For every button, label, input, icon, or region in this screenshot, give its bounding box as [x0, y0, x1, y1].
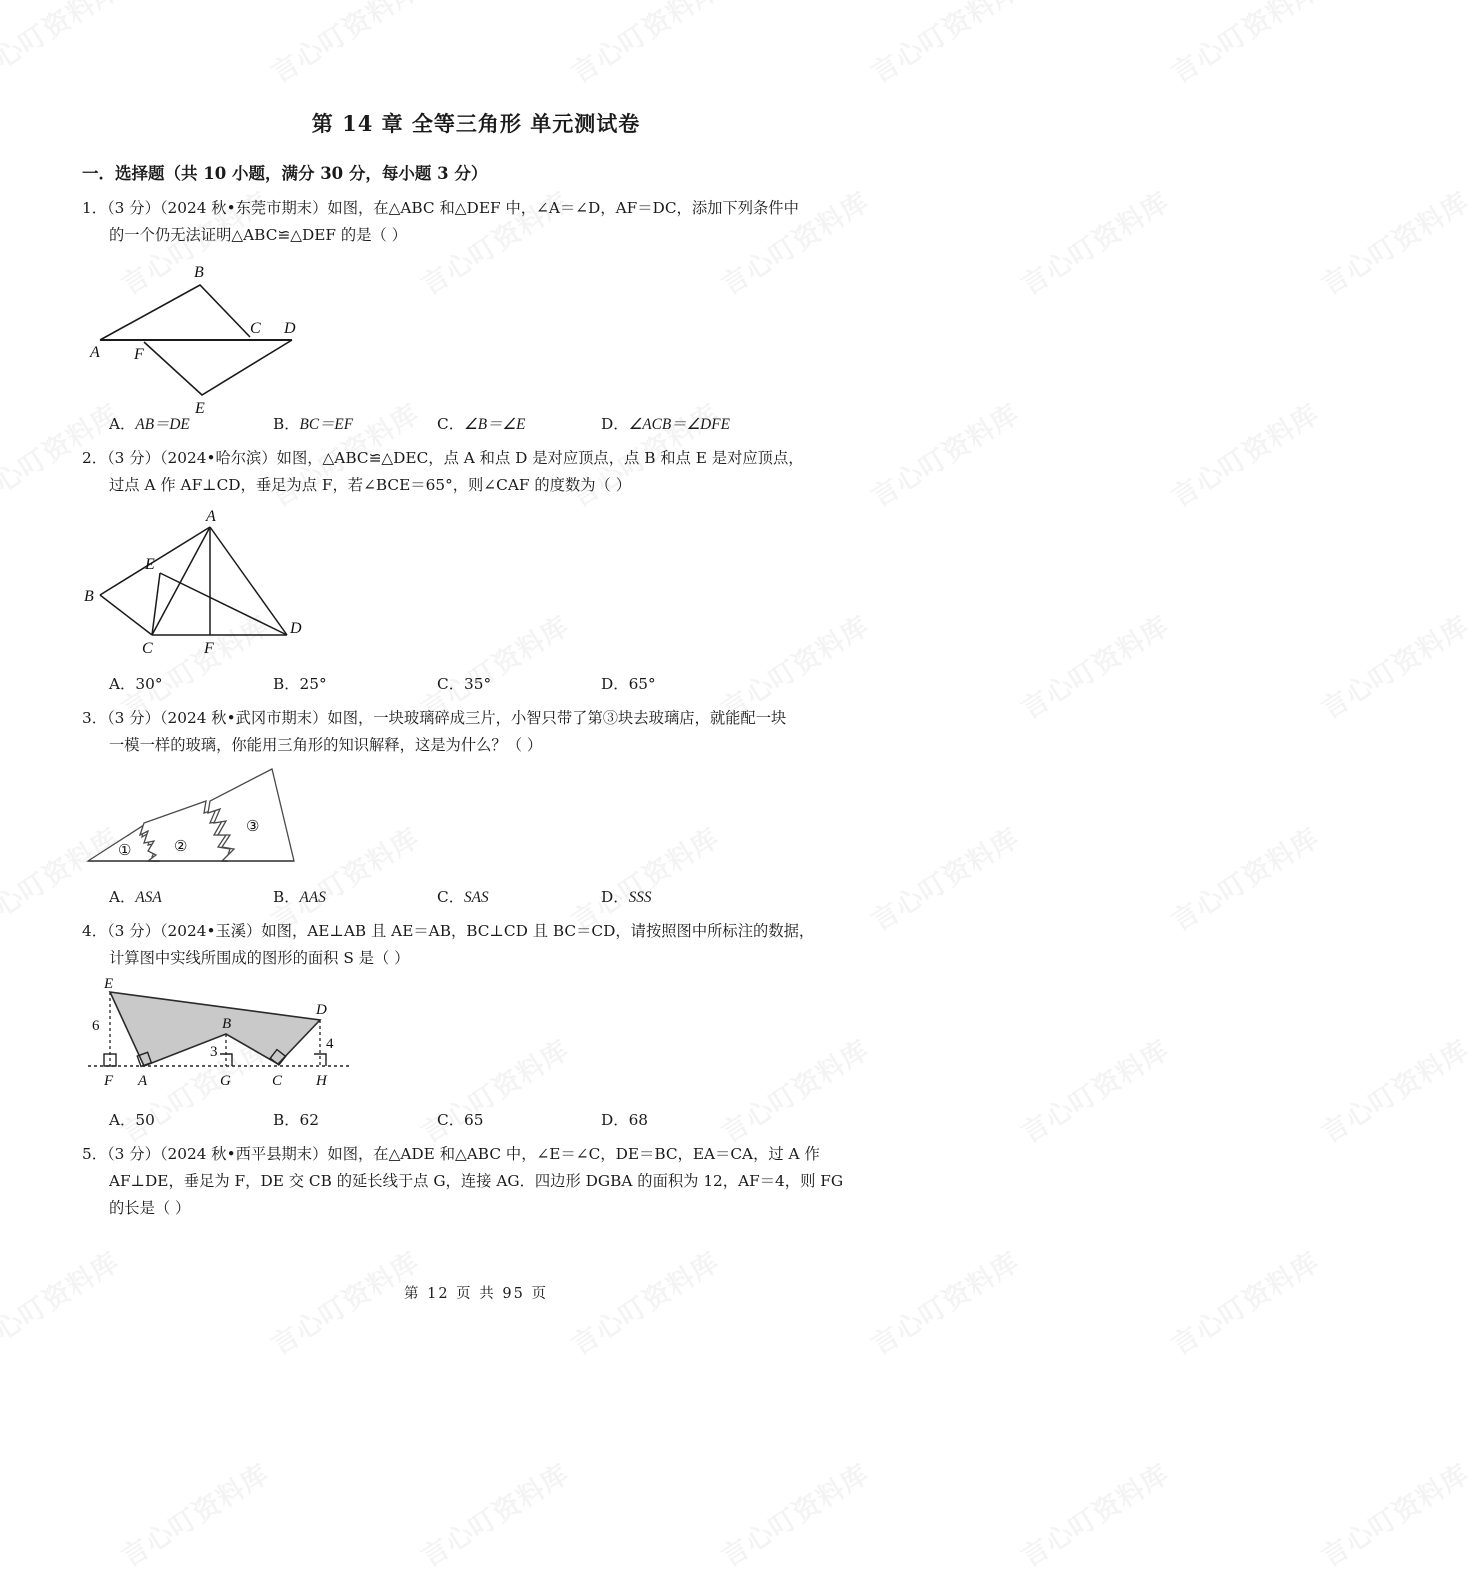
option-c-value: SAS: [464, 889, 489, 906]
figure-label-D: D: [290, 620, 302, 637]
figure-label-F: F: [134, 346, 144, 363]
option-a-value: 30°: [135, 675, 163, 693]
watermark-text: [1012, 1452, 1175, 1574]
option-a-key: A．: [109, 1111, 136, 1129]
watermark-text: [1162, 1240, 1325, 1362]
watermark-text: [412, 1452, 575, 1574]
figure-label-D: D: [284, 320, 296, 337]
option-b-value: 62: [299, 1111, 320, 1129]
option-a[interactable]: [109, 885, 273, 907]
watermark-text: [1312, 604, 1475, 726]
watermark-text: [712, 1452, 875, 1574]
option-a-key: A．: [109, 415, 136, 433]
figure-label-C: C: [250, 320, 261, 337]
option-b[interactable]: [273, 885, 437, 907]
question-3-figure: [82, 765, 870, 878]
question-1-options: [82, 412, 870, 434]
option-a-key: A．: [109, 888, 136, 906]
option-d-value: 68: [628, 1111, 649, 1129]
option-a[interactable]: [109, 412, 273, 434]
figure-label-A: A: [206, 508, 216, 525]
question-4-figure: [82, 978, 870, 1101]
option-a[interactable]: [109, 1108, 273, 1130]
watermark-text: [1012, 604, 1175, 726]
watermark-text: [1312, 1452, 1475, 1574]
question-2-figure: [82, 505, 870, 665]
question-1: [82, 195, 870, 434]
question-3-options: [82, 885, 870, 907]
figure-label-D: D: [316, 1002, 327, 1018]
option-b-key: B．: [273, 415, 300, 433]
question-5-line-1: 5．（3 分）（2024 秋•西平县期末）如图，在△ADE 和△ABC 中，∠E＝∠C，DE＝BC，EA＝CA，过 A 作: [82, 1145, 820, 1163]
option-b-value: AAS: [299, 889, 326, 906]
option-d-value: SSS: [628, 889, 652, 906]
figure-label-E: E: [145, 556, 155, 573]
option-c-key: C．: [437, 888, 465, 906]
figure-label-B: B: [84, 588, 94, 605]
option-d-value: ∠ACB＝∠DFE: [628, 416, 730, 433]
question-2-line-1: 2．（3 分）（2024•哈尔滨）如图，△ABC≌△DEC，点 A 和点 D 是对应顶点，点 B 和点 E 是对应顶点，: [82, 449, 804, 467]
option-a-value: 50: [135, 1111, 155, 1129]
glass-label-3: ③: [246, 819, 260, 835]
measure-ef: 6: [92, 1018, 100, 1034]
measure-bg: 3: [210, 1044, 218, 1060]
question-3: [82, 705, 870, 907]
option-d-key: D．: [601, 675, 629, 693]
question-2-line-2: 过点 A 作 AF⊥CD，垂足为点 F，若∠BCE＝65°，则∠CAF 的度数为（ ）: [109, 476, 631, 494]
figure-label-B: B: [222, 1016, 232, 1032]
watermark-text: [1162, 392, 1325, 514]
option-a[interactable]: [109, 672, 273, 694]
option-a-value: AB＝DE: [135, 416, 190, 433]
option-c-value: ∠B＝∠E: [464, 416, 526, 433]
option-b-value: 25°: [299, 675, 327, 693]
option-a-key: A．: [109, 675, 136, 693]
option-b[interactable]: [273, 672, 437, 694]
page-title: 第 14 章 全等三角形 单元测试卷: [311, 111, 641, 136]
question-4-line-1: 4．（3 分）（2024•玉溪）如图，AE⊥AB 且 AE＝AB，BC⊥CD 且 BC＝CD，请按照图中所标注的数据，: [82, 922, 815, 940]
question-1-figure: [82, 255, 870, 417]
option-b-value: BC＝EF: [299, 416, 354, 433]
question-5-line-2: AF⊥DE，垂足为 F，DE 交 CB 的延长线于点 G，连接 AG．四边形 DGBA 的面积为 12，AF＝4，则 FG: [109, 1172, 844, 1190]
option-d-key: D．: [601, 415, 629, 433]
figure-label-E: E: [195, 400, 205, 417]
section-heading: 一．选择题（共 10 小题，满分 30 分，每小题 3 分）: [82, 164, 488, 183]
option-c[interactable]: [437, 1108, 601, 1130]
figure-label-F: F: [204, 640, 214, 657]
question-2-options: [82, 672, 870, 694]
figure-label-B: B: [194, 264, 204, 281]
glass-label-2: ②: [174, 839, 188, 855]
question-3-line-2: 一模一样的玻璃，你能用三角形的知识解释，这是为什么？（ ）: [109, 736, 543, 754]
figure-label-E: E: [104, 976, 114, 992]
question-1-line-2: 的一个仍无法证明△ABC≌△DEF 的是（ ）: [109, 226, 407, 244]
option-d[interactable]: [601, 412, 765, 434]
question-3-line-1: 3．（3 分）（2024 秋•武冈市期末）如图，一块玻璃碎成三片，小智只带了第③块去玻璃店，就能配一块: [82, 709, 787, 727]
question-4-line-2: 计算图中实线所围成的图形的面积 S 是（ ）: [109, 949, 410, 967]
option-d-key: D．: [601, 1111, 629, 1129]
question-5: [82, 1141, 870, 1222]
figure-label-G: G: [220, 1073, 231, 1089]
watermark-text: [112, 1452, 275, 1574]
option-c[interactable]: [437, 672, 601, 694]
question-2: [82, 445, 870, 694]
watermark-text: [1012, 180, 1175, 302]
figure-label-C: C: [142, 640, 153, 657]
option-c-value: 35°: [464, 675, 492, 693]
option-b-key: B．: [273, 675, 300, 693]
figure-label-H: H: [316, 1073, 327, 1089]
option-d-value: 65°: [628, 675, 656, 693]
option-b[interactable]: [273, 412, 437, 434]
glass-label-1: ①: [118, 843, 132, 859]
option-c[interactable]: [437, 412, 601, 434]
option-c-key: C．: [437, 415, 465, 433]
option-d-key: D．: [601, 888, 629, 906]
watermark-text: [1012, 1028, 1175, 1150]
figure-label-C: C: [272, 1073, 283, 1089]
watermark-text: [1162, 0, 1325, 91]
measure-dh: 4: [326, 1036, 334, 1052]
option-b-key: B．: [273, 1111, 300, 1129]
option-a-value: ASA: [135, 889, 162, 906]
option-d[interactable]: [601, 1108, 765, 1130]
option-d[interactable]: [601, 885, 765, 907]
option-c[interactable]: [437, 885, 601, 907]
figure-label-A: A: [90, 344, 100, 361]
option-b-key: B．: [273, 888, 300, 906]
question-4: [82, 918, 870, 1130]
figure-label-A: A: [138, 1073, 148, 1089]
option-c-key: C．: [437, 1111, 465, 1129]
watermark-text: [1162, 816, 1325, 938]
option-d[interactable]: [601, 672, 765, 694]
watermark-text: [1312, 180, 1475, 302]
figure-label-F: F: [104, 1073, 114, 1089]
question-1-line-1: 1．（3 分）（2024 秋•东莞市期末）如图，在△ABC 和△DEF 中，∠A＝∠D，AF＝DC，添加下列条件中: [82, 199, 799, 217]
option-c-value: 65: [464, 1111, 484, 1129]
question-4-options: [82, 1108, 870, 1130]
question-5-line-3: 的长是（ ）: [109, 1199, 191, 1217]
watermark-text: [1312, 1028, 1475, 1150]
option-b[interactable]: [273, 1108, 437, 1130]
page-footer: 第 12 页 共 95 页: [404, 1286, 548, 1302]
option-c-key: C．: [437, 675, 465, 693]
